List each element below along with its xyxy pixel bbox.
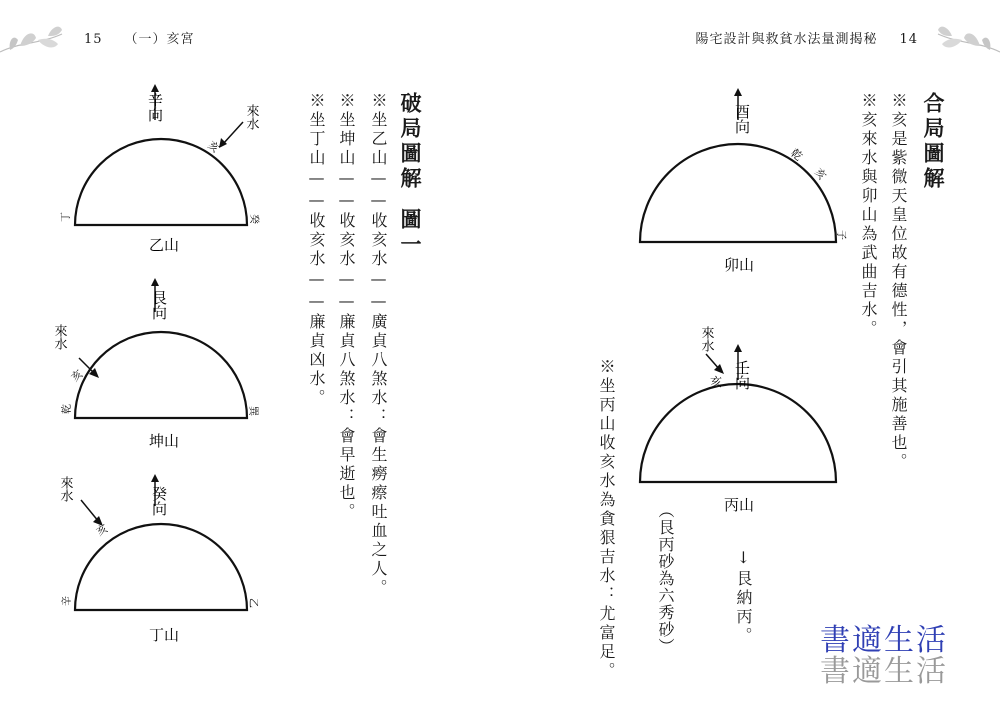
right-corner-label: 子	[835, 230, 846, 240]
left-corner-label: 辛	[62, 596, 73, 606]
diagram-bottom-label: 卯山	[724, 256, 755, 274]
left-note-2: ※坐坤山——收亥水——廉貞八煞水：會早逝也。	[337, 92, 356, 522]
left-corner-label: 乾	[62, 404, 73, 414]
diagram-bottom-label: 丁山	[149, 626, 180, 644]
diagram-top-label: 辛向	[146, 92, 164, 122]
arrow-water-icon	[223, 122, 243, 144]
right-note-2: ※亥來水與卯山為武曲吉水。	[859, 92, 878, 339]
water-direction-label: 亥	[68, 367, 86, 385]
leaf-decoration-icon	[0, 12, 80, 72]
right-book-title: 陽宅設計與救貧水法量測揭秘	[695, 32, 878, 47]
diagram-top-label: 癸向	[150, 486, 168, 516]
direction-label-a: 乾	[788, 146, 805, 164]
diagram-bottom-label: 坤山	[149, 432, 180, 450]
semicircle-outline	[640, 384, 836, 482]
diagram-top-label: 酉向	[733, 104, 751, 134]
left-corner-label: 丁	[61, 212, 72, 222]
right-page-number: 14	[899, 32, 918, 47]
right-diagram-2	[630, 320, 850, 530]
diagram-bottom-label: 丙山	[724, 496, 755, 514]
left-heading-figure: 圖一	[398, 208, 423, 258]
diagram-top-label: 壬向	[733, 360, 751, 390]
direction-label-b: 亥	[811, 165, 829, 183]
right-heading: 合局圖解	[921, 92, 946, 192]
side-note-nana	[733, 548, 753, 646]
left-diagram-1	[55, 80, 265, 260]
right-note-3: ※坐丙山收亥水為貪狠吉水：尤富足。	[597, 358, 616, 681]
paren-note-six-show: （艮丙砂為六秀砂）	[656, 502, 675, 655]
left-diagram-3	[55, 470, 265, 660]
diagram-bottom-label: 乙山	[149, 236, 180, 254]
water-label: 來水	[51, 324, 67, 350]
left-note-1: ※坐乙山——收亥水——廣貞八煞水：會生癆瘵吐血之人。	[369, 92, 388, 598]
right-corner-label: 巽	[247, 406, 258, 416]
left-page-header	[84, 28, 195, 47]
diagram-top-label: 艮向	[150, 290, 168, 320]
left-diagram-2	[51, 270, 265, 460]
semicircle-outline	[640, 144, 836, 242]
right-corner-label: 癸	[248, 214, 259, 224]
semicircle-outline	[75, 139, 247, 225]
right-note-1: ※亥是紫微天皇位故有德性，會引其施善也。	[889, 92, 908, 472]
semicircle-outline	[75, 332, 247, 418]
leaf-decoration-icon	[920, 12, 1000, 72]
water-label: 來水	[698, 326, 714, 352]
left-heading	[395, 92, 425, 258]
right-diagram-1	[630, 80, 850, 280]
side-note-text: 艮納丙。	[734, 570, 753, 646]
right-corner-label: 乙	[247, 598, 258, 608]
water-direction-label: 亥	[710, 375, 723, 389]
publisher-watermark-shadow: 書適生活	[820, 654, 948, 689]
water-label: 來水	[57, 476, 73, 502]
right-page-header	[695, 28, 918, 47]
publisher-watermark: 書適生活	[820, 623, 948, 658]
arrow-down-icon: ↓	[734, 548, 753, 570]
left-heading-main: 破局圖解	[398, 92, 423, 192]
left-note-3: ※坐丁山——收亥水——廉貞凶水。	[307, 92, 326, 408]
water-direction-label: 亥	[94, 521, 111, 539]
left-page-number: 15	[84, 32, 103, 47]
water-direction-label: 亥	[205, 138, 222, 156]
water-label: 來水	[243, 104, 259, 130]
left-section-title: （一）亥宮	[124, 32, 195, 47]
